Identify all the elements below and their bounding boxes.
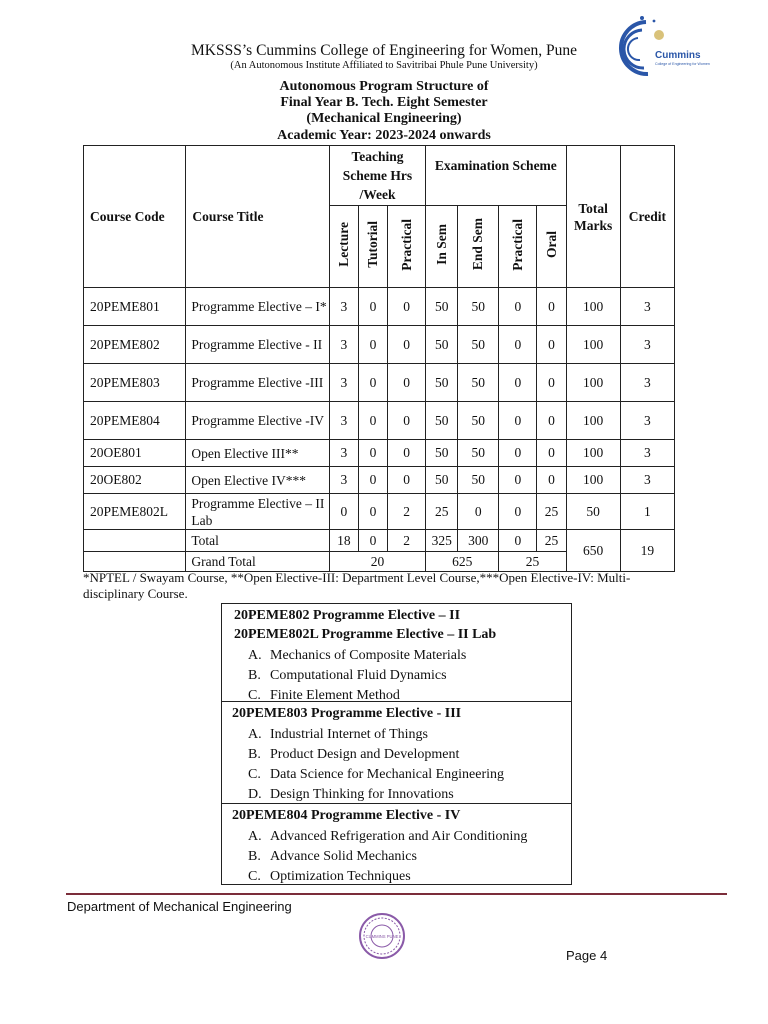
oral-marks: 0 — [537, 440, 566, 467]
end-sem-marks: 50 — [458, 467, 499, 494]
course-code: 20PEME802 — [84, 326, 186, 364]
oral-marks: 0 — [537, 402, 566, 440]
total-marks: 50 — [566, 494, 620, 530]
header-exam-practical: Practical — [509, 218, 525, 271]
footnote: *NPTEL / Swayam Course, **Open Elective-III: Department Level Course,***Open Elective-IV: Multi-disciplinary Course. — [83, 570, 631, 601]
tutorial-hours: 0 — [358, 440, 387, 467]
in-sem-marks: 50 — [426, 440, 458, 467]
tutorial-hours: 0 — [358, 494, 387, 530]
course-code: 20PEME801 — [84, 288, 186, 326]
college-logo — [612, 14, 710, 80]
college-name: MKSSS’s Cummins College of Engineering for Women, Pune — [191, 42, 577, 59]
elective-group — [222, 604, 571, 702]
total-practical: 2 — [387, 530, 425, 552]
list-item: A. Industrial Internet of Things — [248, 727, 428, 742]
total-marks: 100 — [566, 364, 620, 402]
table-row — [84, 402, 675, 440]
svg-text:CUMMINS PUNE: CUMMINS PUNE — [365, 934, 399, 939]
list-item: B. Computational Fluid Dynamics — [248, 668, 447, 683]
credit: 3 — [620, 288, 674, 326]
header-total-marks: Total Marks — [566, 146, 620, 288]
header-lecture: Lecture — [335, 222, 351, 267]
course-code: 20OE802 — [84, 467, 186, 494]
title-line-2: Final Year B. Tech. Eight Semester — [280, 95, 488, 110]
practical-hours: 0 — [387, 467, 425, 494]
elective-group — [222, 804, 571, 884]
total-marks: 100 — [566, 288, 620, 326]
college-affiliation: (An Autonomous Institute Affiliated to Savitribai Phule Pune University) — [230, 60, 538, 71]
header-tutorial: Tutorial — [364, 221, 380, 268]
table-row — [84, 494, 675, 530]
practical-marks: 0 — [499, 440, 537, 467]
lecture-hours: 3 — [329, 440, 358, 467]
in-sem-marks: 25 — [426, 494, 458, 530]
elective-group-heading: 20PEME802 Programme Elective – II — [234, 608, 461, 623]
list-item: B. Advance Solid Mechanics — [248, 849, 417, 864]
course-title: Open Elective III** — [186, 440, 329, 467]
total-end-sem: 300 — [458, 530, 499, 552]
credit: 1 — [620, 494, 674, 530]
grand-total-credit: 19 — [620, 530, 674, 572]
list-item: C. Data Science for Mechanical Engineering — [248, 767, 505, 782]
lecture-hours: 3 — [329, 288, 358, 326]
total-tutorial: 0 — [358, 530, 387, 552]
table-row — [84, 288, 675, 326]
practical-hours: 0 — [387, 440, 425, 467]
credit: 3 — [620, 440, 674, 467]
total-in-sem: 325 — [426, 530, 458, 552]
oral-marks: 0 — [537, 467, 566, 494]
footer-rule — [66, 893, 727, 895]
grand-total-code-blank — [84, 552, 186, 572]
practical-marks: 0 — [499, 326, 537, 364]
page-number: Page 4 — [566, 948, 608, 963]
total-oral: 25 — [537, 530, 566, 552]
tutorial-hours: 0 — [358, 467, 387, 494]
in-sem-marks: 50 — [426, 326, 458, 364]
credit: 3 — [620, 326, 674, 364]
tutorial-hours: 0 — [358, 364, 387, 402]
title-line-3: (Mechanical Engineering) — [306, 111, 462, 126]
total-marks: 100 — [566, 467, 620, 494]
end-sem-marks: 50 — [458, 326, 499, 364]
end-sem-marks: 0 — [458, 494, 499, 530]
grand-total-label: Grand Total — [186, 552, 329, 572]
end-sem-marks: 50 — [458, 364, 499, 402]
list-item: B. Product Design and Development — [248, 747, 460, 762]
header-in-sem: In Sem — [433, 224, 449, 265]
course-title: Programme Elective - II — [186, 326, 329, 364]
list-item: A. Advanced Refrigeration and Air Conditioning — [248, 829, 528, 844]
end-sem-marks: 50 — [458, 402, 499, 440]
practical-marks: 0 — [499, 467, 537, 494]
course-title: Programme Elective – I* — [186, 288, 329, 326]
title-line-4: Academic Year: 2023-2024 onwards — [277, 128, 491, 143]
elective-group-heading: 20PEME804 Programme Elective - IV — [232, 808, 461, 823]
department-name: Department of Mechanical Engineering — [67, 899, 292, 914]
total-code-blank — [84, 530, 186, 552]
grand-total-teaching: 20 — [329, 552, 425, 572]
total-label: Total — [186, 530, 329, 552]
course-title: Programme Elective – II Lab — [186, 494, 329, 530]
in-sem-marks: 50 — [426, 288, 458, 326]
elective-group — [222, 702, 571, 804]
practical-marks: 0 — [499, 494, 537, 530]
table-row — [84, 364, 675, 402]
table-row — [84, 326, 675, 364]
course-title: Open Elective IV*** — [186, 467, 329, 494]
header-course-title: Course Title — [186, 146, 329, 288]
total-lecture: 18 — [329, 530, 358, 552]
course-code: 20PEME802L — [84, 494, 186, 530]
elective-list-box — [221, 603, 572, 885]
tutorial-hours: 0 — [358, 402, 387, 440]
end-sem-marks: 50 — [458, 440, 499, 467]
list-item: D. Design Thinking for Innovations — [248, 787, 454, 802]
header-oral: Oral — [543, 231, 559, 258]
lecture-hours: 3 — [329, 467, 358, 494]
practical-hours: 2 — [387, 494, 425, 530]
table-row — [84, 467, 675, 494]
elective-group-heading: 20PEME802L Programme Elective – II Lab — [234, 627, 497, 642]
total-row — [84, 530, 675, 552]
oral-marks: 25 — [537, 494, 566, 530]
credit: 3 — [620, 364, 674, 402]
oral-marks: 0 — [537, 364, 566, 402]
header-examination-scheme: Examination Scheme — [426, 146, 566, 206]
practical-hours: 0 — [387, 288, 425, 326]
end-sem-marks: 50 — [458, 288, 499, 326]
course-title: Programme Elective -III — [186, 364, 329, 402]
practical-marks: 0 — [499, 288, 537, 326]
course-code: 20OE801 — [84, 440, 186, 467]
in-sem-marks: 50 — [426, 364, 458, 402]
practical-hours: 0 — [387, 326, 425, 364]
list-item: A. Mechanics of Composite Materials — [248, 648, 467, 663]
list-item: C. Finite Element Method — [248, 688, 400, 703]
oral-marks: 0 — [537, 326, 566, 364]
course-title: Programme Elective -IV — [186, 402, 329, 440]
lecture-hours: 3 — [329, 364, 358, 402]
header-course-code: Course Code — [84, 146, 186, 288]
header-teaching-scheme: Teaching Scheme Hrs /Week — [329, 146, 425, 206]
total-marks: 100 — [566, 440, 620, 467]
logo-subtext: College of Engineering for Women — [655, 62, 710, 66]
grand-total-practical-oral: 25 — [499, 552, 566, 572]
header-practical: Practical — [398, 218, 414, 271]
lecture-hours: 3 — [329, 326, 358, 364]
total-marks: 100 — [566, 402, 620, 440]
elective-group-heading: 20PEME803 Programme Elective - III — [232, 706, 462, 721]
grand-total-theory: 625 — [426, 552, 499, 572]
course-code: 20PEME804 — [84, 402, 186, 440]
program-structure-table — [83, 145, 675, 572]
lecture-hours: 0 — [329, 494, 358, 530]
table-row — [84, 440, 675, 467]
total-exam-practical: 0 — [499, 530, 537, 552]
college-stamp-seal — [358, 912, 406, 960]
credit: 3 — [620, 402, 674, 440]
oral-marks: 0 — [537, 288, 566, 326]
practical-marks: 0 — [499, 402, 537, 440]
logo-wordmark: Cummins — [655, 50, 701, 61]
lecture-hours: 3 — [329, 402, 358, 440]
list-item: C. Optimization Techniques — [248, 869, 411, 884]
practical-hours: 0 — [387, 402, 425, 440]
grand-total-marks: 650 — [566, 530, 620, 572]
total-marks: 100 — [566, 326, 620, 364]
credit: 3 — [620, 467, 674, 494]
header-end-sem: End Sem — [470, 218, 486, 271]
title-line-1: Autonomous Program Structure of — [279, 79, 489, 94]
practical-marks: 0 — [499, 364, 537, 402]
in-sem-marks: 50 — [426, 467, 458, 494]
tutorial-hours: 0 — [358, 288, 387, 326]
header-credit: Credit — [620, 146, 674, 288]
course-code: 20PEME803 — [84, 364, 186, 402]
tutorial-hours: 0 — [358, 326, 387, 364]
in-sem-marks: 50 — [426, 402, 458, 440]
practical-hours: 0 — [387, 364, 425, 402]
